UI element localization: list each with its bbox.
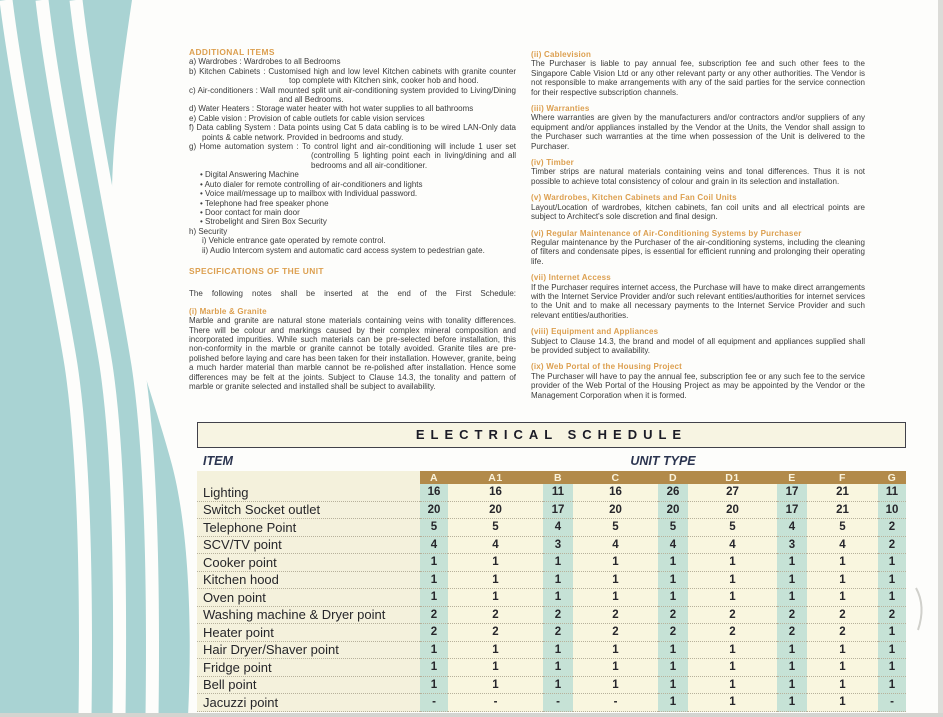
cell-E: 4	[777, 519, 807, 537]
cell-A: 1	[420, 659, 448, 677]
cell-A1: 1	[448, 659, 543, 677]
cell-G: 1	[878, 589, 906, 607]
cell-F: 21	[807, 484, 878, 502]
cell-A: 16	[420, 484, 448, 502]
row-label: Switch Socket outlet	[197, 502, 420, 520]
column-header-B: B	[543, 471, 573, 484]
header-spacer	[197, 471, 420, 484]
cell-C: 1	[573, 572, 658, 590]
security-subitem-1: i) Vehicle entrance gate operated by remote control.	[202, 236, 386, 246]
cell-G: 1	[878, 572, 906, 590]
scan-edge-right	[938, 0, 943, 717]
note-section-2	[531, 104, 865, 151]
cell-A: 5	[420, 519, 448, 537]
row-label: Oven point	[197, 589, 420, 607]
cell-D: 20	[658, 502, 688, 520]
cell-G: 1	[878, 659, 906, 677]
cell-G: 1	[878, 642, 906, 660]
additional-item-c: c) Air-conditioners : Wall mounted split unit air-conditioning system provided to Living/Dining and all Bedrooms.	[189, 85, 516, 105]
cell-C: 5	[573, 519, 658, 537]
cell-D: 26	[658, 484, 688, 502]
spec-section-heading-1: (i) Marble & Granite	[189, 306, 267, 316]
cell-E: 1	[777, 554, 807, 572]
cell-D: 4	[658, 537, 688, 555]
cell-C: 20	[573, 502, 658, 520]
cell-F: 21	[807, 502, 878, 520]
cell-A: 1	[420, 677, 448, 695]
cell-F: 2	[807, 624, 878, 642]
additional-items-heading: ADDITIONAL ITEMS	[189, 47, 275, 57]
row-label: Lighting	[197, 484, 420, 502]
cell-F: 1	[807, 677, 878, 695]
cell-F: 1	[807, 659, 878, 677]
cell-D1: 20	[688, 502, 777, 520]
cell-B: 1	[543, 642, 573, 660]
cell-B: 1	[543, 572, 573, 590]
cell-A: 1	[420, 554, 448, 572]
spec-section-1	[189, 307, 516, 392]
cell-A: 1	[420, 642, 448, 660]
note-section-4	[531, 193, 865, 221]
row-label: Bell point	[197, 677, 420, 695]
cell-F: 5	[807, 519, 878, 537]
cell-C: 4	[573, 537, 658, 555]
note-section-body-2: Where warranties are given by the manufacturers and/or contractors and/or suppliers of any equipment and/or appliances installed by the Vendor at the Units, the Vendor shall assign to the Purchaser such warranties at the time when possession of the Unit is delivered to the Purchaser.	[531, 113, 865, 151]
cell-G: 2	[878, 537, 906, 555]
cell-B: 2	[543, 607, 573, 625]
row-label: Kitchen hood	[197, 572, 420, 590]
row-label: Heater point	[197, 624, 420, 642]
note-section-8	[531, 362, 865, 400]
note-section-heading-8: (ix) Web Portal of the Housing Project	[531, 362, 683, 372]
cell-E: 2	[777, 607, 807, 625]
cell-D1: 2	[688, 624, 777, 642]
cell-D: 1	[658, 642, 688, 660]
cell-C: 1	[573, 659, 658, 677]
cell-D: 1	[658, 554, 688, 572]
cell-G: 2	[878, 519, 906, 537]
cell-A: 2	[420, 624, 448, 642]
cell-B: 1	[543, 659, 573, 677]
left-column	[189, 48, 516, 391]
cell-G: 1	[878, 554, 906, 572]
electrical-schedule	[197, 422, 906, 712]
note-section-body-5: Regular maintenance by the Purchaser of the air-conditioning systems, including the cleaning of filters and condensate pipes, is essential for efficient running and prolonging their operating life.	[531, 237, 865, 266]
row-label: Jacuzzi point	[197, 694, 420, 712]
cell-F: 2	[807, 607, 878, 625]
cell-D1: 1	[688, 554, 777, 572]
specifications-intro: The following notes shall be inserted at the end of the First Schedule:	[189, 289, 516, 299]
cell-B: 1	[543, 677, 573, 695]
row-label: Telephone Point	[197, 519, 420, 537]
additional-item-b: b) Kitchen Cabinets : Customised high and low level Kitchen cabinets with granite counter top complete with Kitchen sink, cooker hob and hood.	[189, 66, 516, 86]
column-header-A1: A1	[448, 471, 543, 484]
unit-type-header: UNIT TYPE	[630, 454, 696, 468]
additional-item-h: h) Security	[189, 226, 228, 236]
cell-C: 1	[573, 589, 658, 607]
cell-G: -	[878, 694, 906, 712]
cell-E: 1	[777, 572, 807, 590]
right-sections	[531, 50, 865, 400]
note-section-heading-3: (iv) Timber	[531, 158, 574, 168]
security-subitem-2: ii) Audio Intercom system and automatic card access system to pedestrian gate.	[202, 245, 485, 255]
cell-D: 1	[658, 572, 688, 590]
cell-G: 2	[878, 607, 906, 625]
cell-E: 2	[777, 624, 807, 642]
cell-B: 3	[543, 537, 573, 555]
cell-B: 1	[543, 589, 573, 607]
row-label: Cooker point	[197, 554, 420, 572]
cell-F: 1	[807, 589, 878, 607]
note-section-7	[531, 327, 865, 355]
row-label: Washing machine & Dryer point	[197, 607, 420, 625]
cell-A1: 1	[448, 589, 543, 607]
cell-A1: 20	[448, 502, 543, 520]
cell-A1: 16	[448, 484, 543, 502]
additional-item-e: e) Cable vision : Provision of cable outlets for cable vision services	[189, 113, 425, 123]
feature-bullet-4: • Telephone had free speaker phone	[189, 199, 516, 208]
cell-D1: 1	[688, 694, 777, 712]
left-sections	[189, 307, 516, 392]
scan-mark	[916, 588, 922, 630]
note-section-heading-2: (iii) Warranties	[531, 104, 590, 114]
cell-C: 1	[573, 554, 658, 572]
column-header-C: C	[573, 471, 658, 484]
cell-E: 1	[777, 677, 807, 695]
note-section-heading-7: (viii) Equipment and Appliances	[531, 327, 659, 337]
note-section-heading-6: (vii) Internet Access	[531, 273, 611, 283]
cell-G: 1	[878, 624, 906, 642]
cell-D1: 4	[688, 537, 777, 555]
cell-D: 2	[658, 624, 688, 642]
schedule-table	[197, 471, 906, 712]
item-header: ITEM	[203, 454, 233, 468]
column-header-F: F	[807, 471, 878, 484]
cell-A: 1	[420, 589, 448, 607]
note-section-body-3: Timber strips are natural materials containing veins and tonal differences. Thus it is not possible to achieve total consistency of colour and grain in its selection and installation.	[531, 167, 865, 186]
right-column	[531, 50, 865, 400]
cell-A: 4	[420, 537, 448, 555]
additional-item-d: d) Water Heaters : Storage water heater with hot water supplies to all bathrooms	[189, 104, 474, 114]
cell-E: 17	[777, 484, 807, 502]
note-section-3	[531, 158, 865, 186]
cell-E: 1	[777, 589, 807, 607]
column-header-E: E	[777, 471, 807, 484]
cell-G: 10	[878, 502, 906, 520]
cell-A1: 1	[448, 642, 543, 660]
cell-G: 11	[878, 484, 906, 502]
cell-B: 4	[543, 519, 573, 537]
column-header-D: D	[658, 471, 688, 484]
cell-D1: 1	[688, 572, 777, 590]
cell-D: 1	[658, 677, 688, 695]
cell-E: 1	[777, 659, 807, 677]
specifications-heading: SPECIFICATIONS OF THE UNIT	[189, 265, 324, 276]
cell-D: 5	[658, 519, 688, 537]
cell-D: 2	[658, 607, 688, 625]
cell-B: 11	[543, 484, 573, 502]
cell-D: 1	[658, 694, 688, 712]
feature-bullet-1: • Digital Answering Machine	[189, 170, 516, 179]
cell-C: 2	[573, 624, 658, 642]
cell-F: 1	[807, 572, 878, 590]
schedule-subheader	[197, 448, 906, 471]
note-section-body-6: If the Purchaser requires internet access, the Purchase will have to make direct arrangements with the Internet Service Provider and/or such relevant entities/authorities for internet services to the Unit and to make all necessary payments to the Internet Service Provider and such relevant entities/authorities.	[531, 282, 865, 320]
cell-D1: 5	[688, 519, 777, 537]
cell-A1: 5	[448, 519, 543, 537]
cell-G: 1	[878, 677, 906, 695]
cell-E: 1	[777, 694, 807, 712]
cell-F: 1	[807, 694, 878, 712]
cell-D1: 27	[688, 484, 777, 502]
cell-B: 17	[543, 502, 573, 520]
cell-C: 1	[573, 642, 658, 660]
cell-C: -	[573, 694, 658, 712]
cell-E: 3	[777, 537, 807, 555]
spec-section-body-1: Marble and granite are natural stone materials containing veins with tonality differences. There will be colour and markings caused by their complex mineral composition and incorporated impurities. While such materials can be pre-selected before installation, this non-conformity in the marble or granite cannot be totally avoided. Granite tiles are pre-polished before laying and care has been taken for their installation. However, granite, being a much harder material than marble cannot be re-polished after installation. Hence some differences may be felt at the joints. Subject to Clause 14.3, the tonality and pattern of marble or granite selected and installed shall be subject to availability.	[189, 316, 516, 391]
cell-A1: -	[448, 694, 543, 712]
cell-F: 1	[807, 642, 878, 660]
note-section-heading-1: (ii) Cablevision	[531, 50, 592, 59]
note-section-5	[531, 229, 865, 267]
column-header-A: A	[420, 471, 448, 484]
additional-item-f: f) Data cabling System : Data points using Cat 5 data cabling is to be wired LAN-Only data points & cable network. Provided in bedrooms and study.	[189, 123, 516, 142]
cell-D: 1	[658, 589, 688, 607]
cell-D1: 2	[688, 607, 777, 625]
cell-A1: 1	[448, 572, 543, 590]
additional-item-a: a) Wardrobes : Wardrobes to all Bedrooms	[189, 57, 341, 67]
cell-B: -	[543, 694, 573, 712]
cell-C: 2	[573, 607, 658, 625]
feature-bullet-5: • Door contact for main door	[189, 208, 516, 217]
cell-C: 1	[573, 677, 658, 695]
cell-D1: 1	[688, 589, 777, 607]
note-section-heading-5: (vi) Regular Maintenance of Air-Conditioning Systems by Purchaser	[531, 228, 802, 238]
additional-items-list	[189, 57, 516, 255]
note-section-body-4: Layout/Location of wardrobes, kitchen cabinets, fan coil units and all electrical points are subject to Architect's sole discretion and final design.	[531, 202, 865, 222]
note-section-6	[531, 273, 865, 320]
cell-A1: 1	[448, 677, 543, 695]
row-label: Fridge point	[197, 659, 420, 677]
cell-C: 16	[573, 484, 658, 502]
column-header-D1: D1	[688, 471, 777, 484]
feature-bullet-6: • Strobelight and Siren Box Security	[189, 217, 516, 226]
cell-A1: 2	[448, 624, 543, 642]
cell-E: 17	[777, 502, 807, 520]
row-label: Hair Dryer/Shaver point	[197, 642, 420, 660]
cell-A1: 2	[448, 607, 543, 625]
cell-B: 2	[543, 624, 573, 642]
cell-A1: 4	[448, 537, 543, 555]
note-section-heading-4: (v) Wardrobes, Kitchen Cabinets and Fan Coil Units	[531, 193, 737, 203]
note-section-body-1: The Purchaser is liable to pay annual fee, subscription fee and such other fees to the Singapore Cable Vision Ltd or any other relevant party or any other authorities. The Vendor is not responsible to make arrangements with any of the said parties for the service connection for their respective subscription channels.	[531, 59, 865, 97]
schedule-title: ELECTRICAL SCHEDULE	[197, 422, 906, 448]
cell-D: 1	[658, 659, 688, 677]
cell-A: -	[420, 694, 448, 712]
cell-B: 1	[543, 554, 573, 572]
cell-F: 4	[807, 537, 878, 555]
row-label: SCV/TV point	[197, 537, 420, 555]
cell-A: 1	[420, 572, 448, 590]
cell-A1: 1	[448, 554, 543, 572]
cell-D1: 1	[688, 677, 777, 695]
note-section-1	[531, 50, 865, 97]
scan-edge-bottom	[0, 713, 943, 717]
feature-bullet-2: • Auto dialer for remote controlling of air-conditioners and lights	[189, 180, 516, 189]
feature-bullet-3: • Voice mail/message up to mailbox with Individual password.	[189, 189, 516, 198]
cell-A: 20	[420, 502, 448, 520]
additional-item-g: g) Home automation system : To control light and air-conditioning will include 1 user set (controlling 5 lighting point each in living/dining and all bedrooms and all air-conditioner.	[189, 142, 516, 170]
note-section-body-8: The Purchaser will have to pay the annual fee, subscription fee or any such fee to the service provider of the Web Portal of the Housing Project as may be appointed by the Vendor or the Management Corporation when it is formed.	[531, 371, 865, 400]
cell-D1: 1	[688, 642, 777, 660]
note-section-body-7: Subject to Clause 14.3, the brand and model of all equipment and appliances supplied shall be provided subject to availability.	[531, 336, 865, 355]
cell-E: 1	[777, 642, 807, 660]
cell-A: 2	[420, 607, 448, 625]
cell-D1: 1	[688, 659, 777, 677]
column-header-G: G	[878, 471, 906, 484]
cell-F: 1	[807, 554, 878, 572]
